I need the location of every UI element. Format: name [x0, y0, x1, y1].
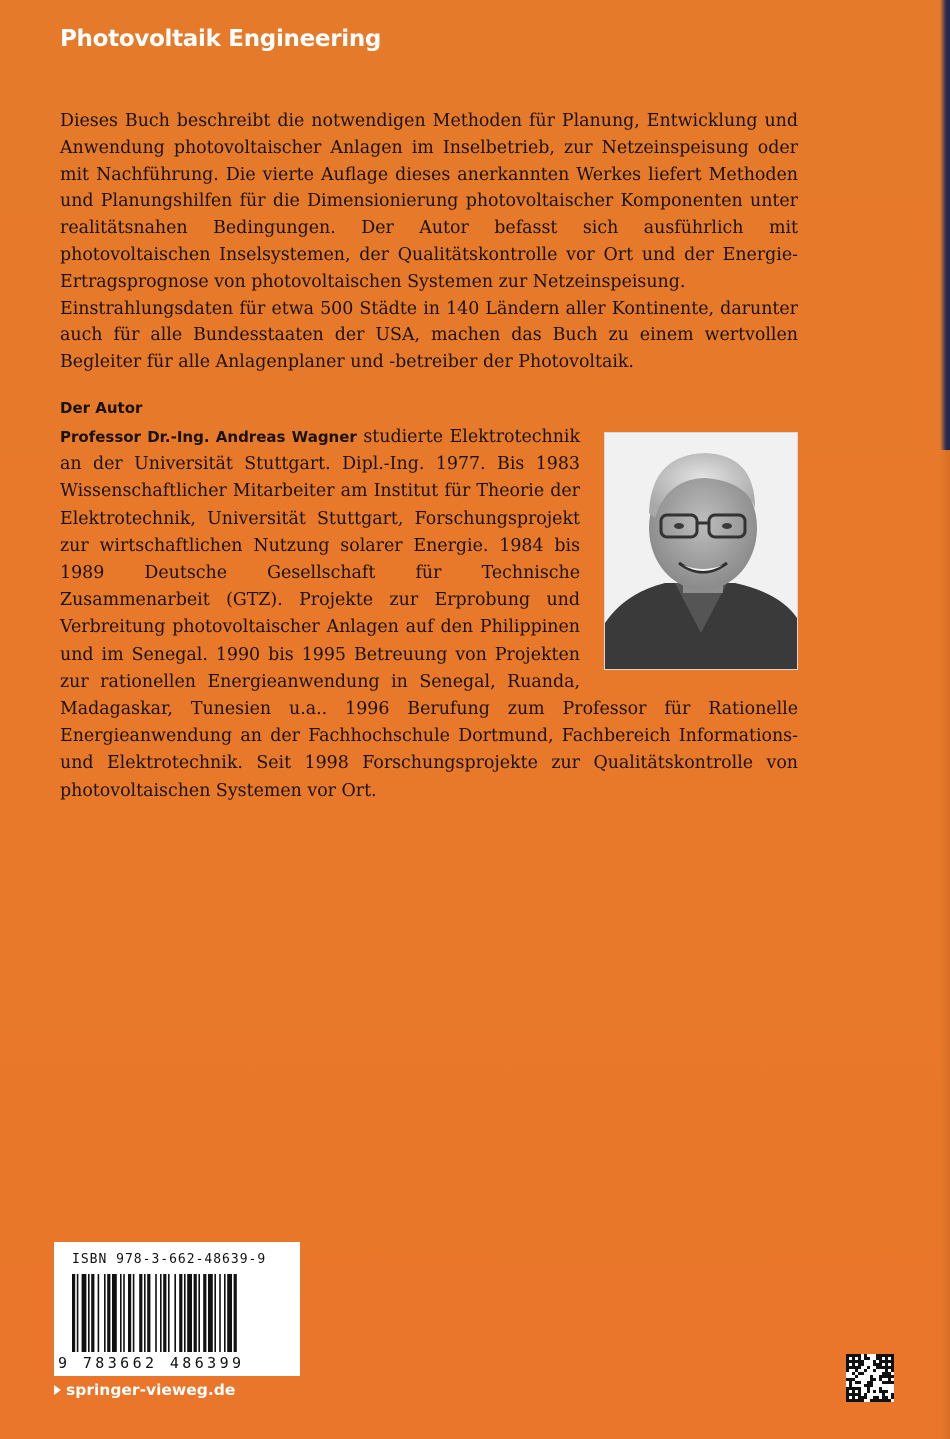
spine-edge-shadow: [940, 450, 950, 1439]
book-description: [60, 108, 798, 376]
barcode-icon: [72, 1274, 284, 1352]
author-name: Professor Dr.-Ing. Andreas Wagner: [60, 428, 357, 446]
barcode-digits: 9 783662 486399: [58, 1354, 245, 1372]
publisher-website[interactable]: [54, 1381, 235, 1399]
isbn-number: ISBN 978-3-662-48639-9: [72, 1252, 267, 1267]
spine-edge-strip: [940, 0, 950, 450]
author-portrait-image: [605, 433, 797, 669]
website-label: springer-vieweg.de: [66, 1381, 236, 1399]
author-biography-text: studierte Elektrotechnik an der Universität Stuttgart. Dipl.-Ing. 1977. Bis 1983 Wissenschaftlicher Mitarbeiter am Institut für Theorie der Elektrotechnik, Universität Stuttgart, Forschungsprojekt zur wirtschaftlichen Nutzung solarer Energie. 1984 bis 1989 Deutsche Gesellschaft für Technische Zusammenarbeit (GTZ). Projekte zur Erprobung und Verbreitung photovoltaischer Anlagen auf den Philippinen und im Senegal. 1990 bis 1995 Betreuung von Projekten zur rationellen Energieanwendung in Senegal, Ruanda, Madagaskar, Tunesien u.a.. 1996 Berufung zum Professor für Rationelle Energieanwendung an der Fachhochschule Dortmund, Fachbereich Informations- und Elektrotechnik. Seit 1998 Forschungsprojekte zur Qualitätskontrolle von photovoltaischen Systemen vor Ort.: [60, 427, 798, 801]
description-paragraph-2: Einstrahlungsdaten für etwa 500 Städte in 140 Ländern aller Kontinente, darunter auch für alle Bundesstaaten der USA, machen das Buch zu einem wertvollen Begleiter für alle Anlagenplaner und -betreiber der Photovoltaik.: [60, 298, 798, 373]
author-photo: [604, 432, 798, 670]
author-heading: Der Autor: [60, 399, 143, 417]
description-paragraph-1: Dieses Buch beschreibt die notwendigen Methoden für Planung, Entwicklung und Anwendung photovoltaischer Anlagen im Inselbetrieb, zur Netzeinspeisung oder mit Nachführung. Die vierte Auflage dieses anerkannten Werkes liefert Methoden und Planungshilfen für die Dimensionierung photovoltaischer Komponenten unter realitätsnahen Bedingungen. Der Autor befasst sich ausführlich mit photovoltaischen Inselsystemen, der Qualitätskontrolle vor Ort und der Energie-Ertragsprognose von photovoltaischen Systemen zur Netzeinspeisung.: [60, 111, 798, 292]
qr-code-icon: [846, 1354, 894, 1402]
arrow-right-icon: [54, 1385, 61, 1395]
book-title: Photovoltaik Engineering: [60, 26, 382, 52]
isbn-barcode: [54, 1242, 300, 1376]
author-bio: [60, 424, 798, 805]
